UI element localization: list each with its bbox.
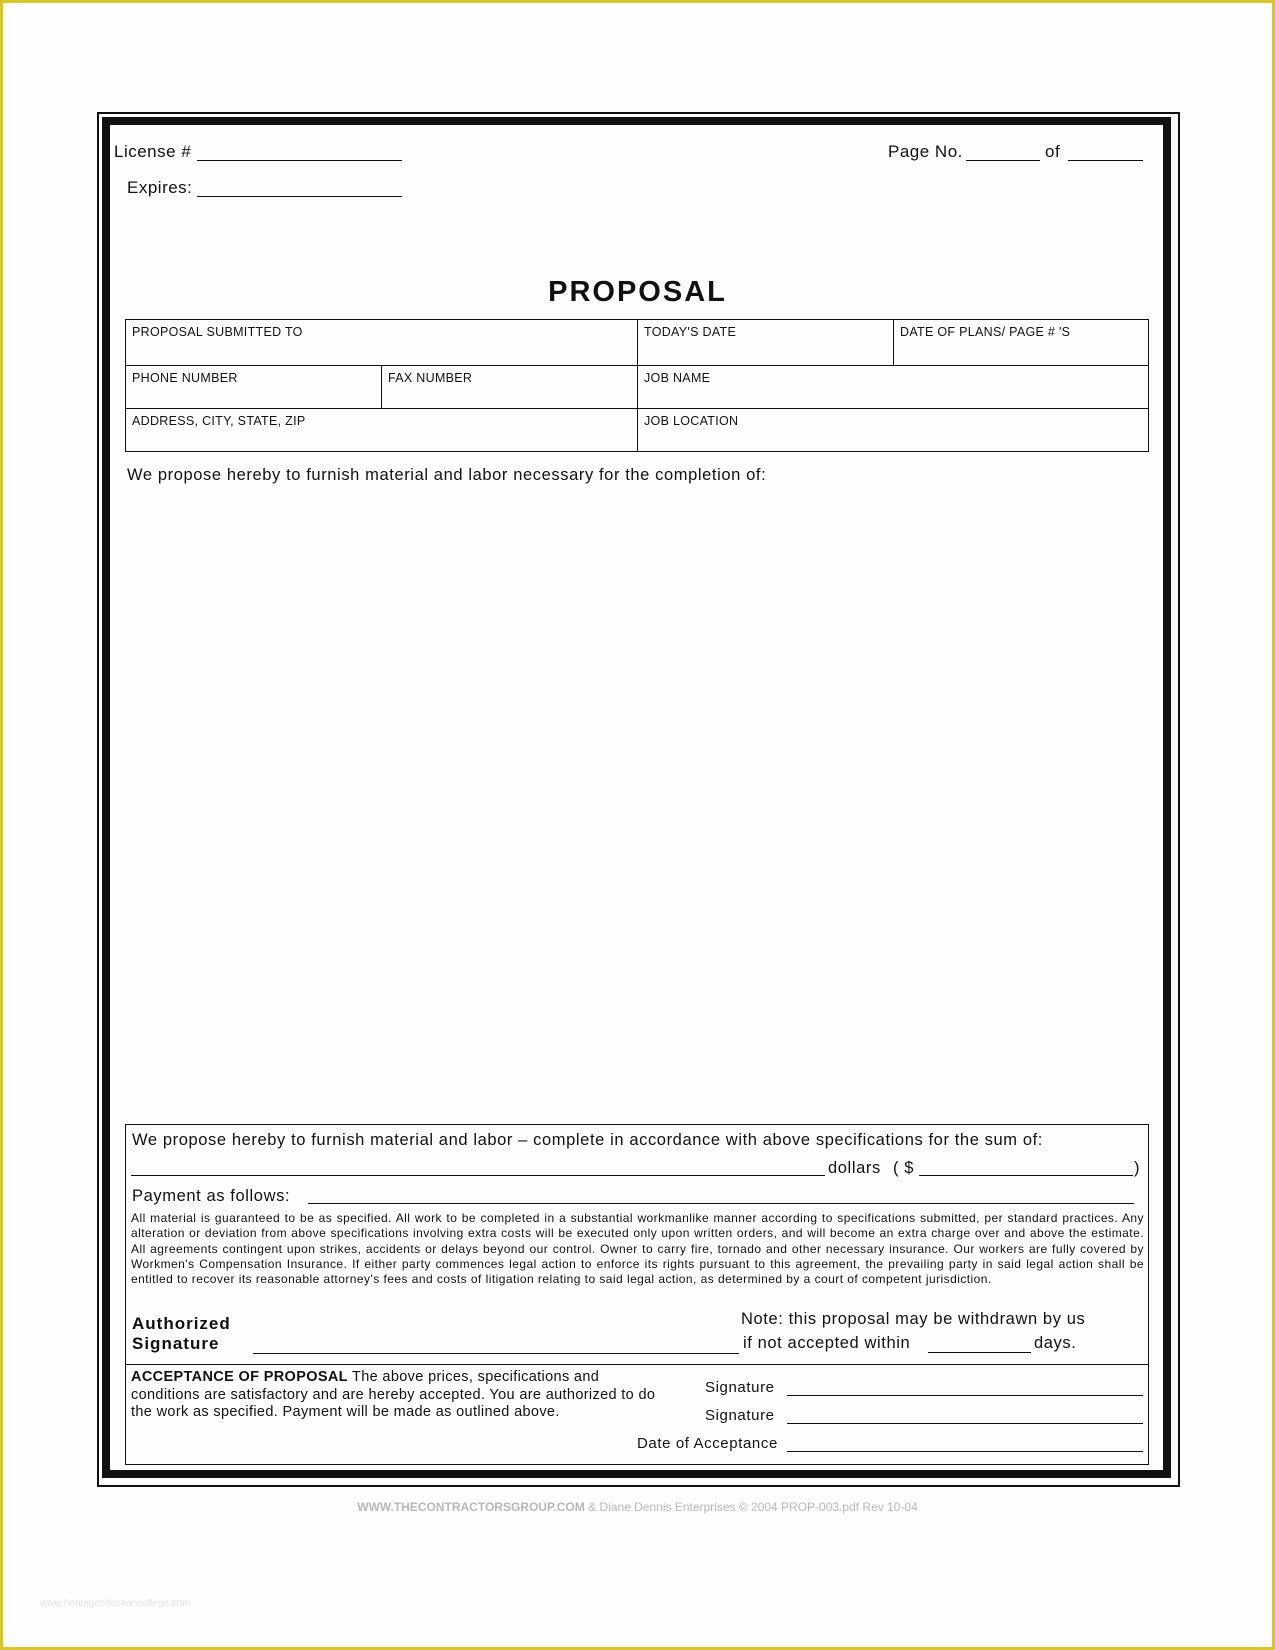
dollar-sign-label: ( $ — [893, 1159, 915, 1177]
acceptance-signature-field-2[interactable] — [787, 1423, 1143, 1424]
expires-label: Expires: — [127, 178, 193, 197]
sum-intro-text: We propose hereby to furnish material and labor – complete in accordance with above specifications for the sum of: — [132, 1131, 1043, 1149]
payment-terms-field[interactable] — [308, 1203, 1134, 1204]
address-field[interactable] — [126, 409, 638, 451]
acceptance-divider — [125, 1364, 1149, 1365]
signature-label-1: Signature — [705, 1379, 775, 1396]
withdraw-note-line2: if not accepted within — [743, 1334, 911, 1352]
amount-dollars-field[interactable] — [919, 1175, 1133, 1176]
days-field[interactable] — [928, 1352, 1031, 1353]
footer-rest: & Diane Dennis Enterprises © 2004 PROP-003.pdf Rev 10-04 — [584, 1500, 918, 1514]
watermark: www.heritagechristiancollege.com — [40, 1598, 191, 1609]
info-table — [125, 319, 1149, 452]
days-label: days. — [1034, 1334, 1077, 1352]
dollar-paren-close: ) — [1134, 1159, 1141, 1177]
license-field[interactable] — [197, 160, 402, 161]
phone-number-label: PHONE NUMBER — [132, 371, 238, 385]
terms-legal-text: All material is guaranteed to be as specified. All work to be completed in a substantial workmanlike manner according to specifications submitted, per standard practices. Any alteration or deviation from above specifications involving extra costs will be executed only upon written orders, and will become an extra charge over and above the estimate. All agreements contingent upon strikes, accidents or delays beyond our control. Owner to carry fire, tornado and other necessary insurance. Our workers are fully covered by Workmen's Compensation Insurance. If either party commences legal action to enforce its rights pursuant to this agreement, the prevailing party in said legal action shall be entitled to recover its reasonable attorney's fees and costs of litigation relating to said legal action, as determined by a court of competent jurisdiction. — [131, 1211, 1144, 1287]
page-title: PROPOSAL — [548, 276, 727, 308]
authorized-label-line2: Signature — [132, 1334, 220, 1353]
license-label: License # — [114, 142, 192, 161]
expires-field[interactable] — [197, 196, 402, 197]
signature-label-2: Signature — [705, 1407, 775, 1424]
page-no-field[interactable] — [966, 160, 1040, 161]
job-name-field[interactable] — [638, 366, 1148, 409]
footer-site: WWW.THECONTRACTORSGROUP.COM — [357, 1500, 585, 1514]
of-label: of — [1045, 142, 1061, 161]
scope-intro-text: We propose hereby to furnish material and labor necessary for the completion of: — [127, 466, 767, 484]
payment-label: Payment as follows: — [132, 1187, 291, 1205]
footer — [0, 1500, 1275, 1514]
phone-number-field[interactable] — [126, 366, 382, 409]
date-of-acceptance-label: Date of Acceptance — [637, 1435, 778, 1452]
job-location-field[interactable] — [638, 409, 1148, 451]
fax-number-field[interactable] — [382, 366, 638, 409]
scope-of-work-area[interactable] — [127, 492, 1145, 1112]
date-of-plans-label: DATE OF PLANS/ PAGE # 'S — [900, 325, 1071, 339]
acceptance-body: The above prices, specifications and conditions are satisfactory and are hereby accepted. You are authorized to do the work as specified. Payment will be made as outlined above. — [131, 1369, 656, 1420]
authorized-signature-field[interactable] — [253, 1353, 739, 1354]
address-label: ADDRESS, CITY, STATE, ZIP — [132, 414, 306, 428]
date-of-plans-field[interactable] — [894, 320, 1148, 366]
withdraw-note-line1: Note: this proposal may be withdrawn by us — [741, 1310, 1086, 1328]
proposal-submitted-to-field[interactable] — [126, 320, 638, 366]
proposal-submitted-to-label: PROPOSAL SUBMITTED TO — [132, 325, 303, 339]
fax-number-label: FAX NUMBER — [388, 371, 473, 385]
page-total-field[interactable] — [1068, 160, 1143, 161]
date-of-acceptance-field[interactable] — [787, 1451, 1143, 1452]
acceptance-heading: ACCEPTANCE OF PROPOSAL — [131, 1369, 348, 1385]
dollars-label: dollars — [828, 1159, 881, 1177]
amount-words-field[interactable] — [131, 1175, 825, 1176]
job-name-label: JOB NAME — [644, 371, 711, 385]
page-no-label: Page No. — [888, 142, 963, 161]
acceptance-text — [131, 1369, 671, 1422]
todays-date-field[interactable] — [638, 320, 894, 366]
job-location-label: JOB LOCATION — [644, 414, 739, 428]
todays-date-label: TODAY'S DATE — [644, 325, 737, 339]
authorized-label-line1: Authorized — [132, 1314, 231, 1333]
acceptance-signature-field-1[interactable] — [787, 1395, 1143, 1396]
